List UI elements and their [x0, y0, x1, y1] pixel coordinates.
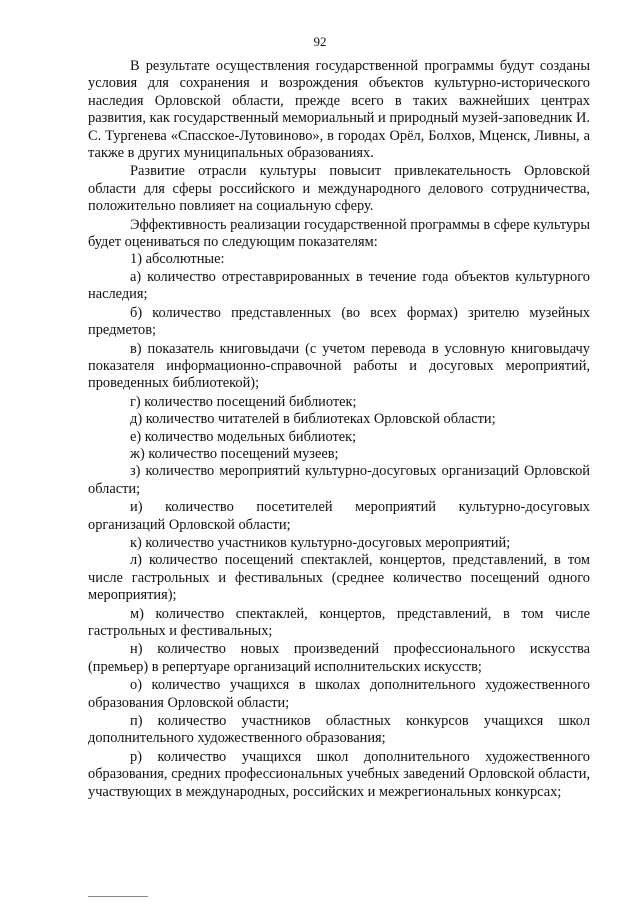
list-item-p: п) количество участников областных конкурсов учащихся школ дополнительного художественного образования;	[88, 713, 590, 747]
list-item-zh: ж) количество посещений музеев;	[130, 445, 339, 462]
list-item-i: и) количество посетителей мероприятий культурно-досуговых организаций Орловской области;	[88, 499, 590, 533]
list-item-e: е) количество модельных библиотек;	[130, 428, 357, 445]
list-item-l: л) количество посещений спектаклей, концертов, представлений, в том числе гастрольных и фестивальных (среднее количество посещений одного мероприятия);	[88, 552, 590, 604]
list-item-n: н) количество новых произведений профессионального искусства (премьер) в репертуаре организаций исполнительских искусств;	[88, 641, 590, 675]
list-item-m: м) количество спектаклей, концертов, представлений, в том числе гастрольных и фестивальных;	[88, 605, 590, 639]
page-number: 92	[313, 34, 327, 49]
paragraph-efficiency-intro: Эффективность реализации государственной программы в сфере культуры будет оцениваться по следующим показателям:	[88, 216, 590, 251]
document-body	[88, 58, 590, 801]
list-item-k: к) количество участников культурно-досуговых мероприятий;	[130, 534, 511, 551]
list-item-z: з) количество мероприятий культурно-досуговых организаций Орловской области;	[88, 463, 590, 497]
list-item-r: р) количество учащихся школ дополнительного художественного образования, средних профессиональных учебных заведений Орловской области, участвующих в международных, российских и межрегиональных конкурсах;	[88, 748, 590, 800]
paragraph-culture-development: Развитие отрасли культуры повысит привлекательность Орловской области для сферы российского и международного делового сотрудничества, положительно повлияет на социальную сферу.	[88, 163, 590, 215]
list-item-a: а) количество отреставрированных в течение года объектов культурного наследия;	[88, 268, 590, 303]
paragraph-program-results: В результате осуществления государственной программы будут созданы условия для сохранения и возрождения объектов культурно-исторического наследия Орловской области, прежде всего в таких важнейших центрах развития, как государственный мемориальный и природный музей-заповедник И. С. Тургенева «Спасское-Лутовиново», в городах Орёл, Болхов, Мценск, Ливны, а также в других муниципальных образованиях.	[88, 58, 590, 162]
list-heading-absolute: 1) абсолютные:	[130, 251, 225, 268]
footer-rule	[88, 896, 148, 897]
list-item-o: о) количество учащихся в школах дополнительного художественного образования Орловской области;	[88, 677, 590, 711]
list-item-v: в) показатель книговыдачи (с учетом перевода в условную книговыдачу показателя информационно-справочной работы и досуговых мероприятий, проведенных библиотекой);	[88, 340, 590, 392]
list-item-g: г) количество посещений библиотек;	[130, 393, 357, 410]
list-item-d: д) количество читателей в библиотеках Орловской области;	[130, 411, 496, 428]
list-item-b: б) количество представленных (во всех формах) зрителю музейных предметов;	[88, 304, 590, 339]
